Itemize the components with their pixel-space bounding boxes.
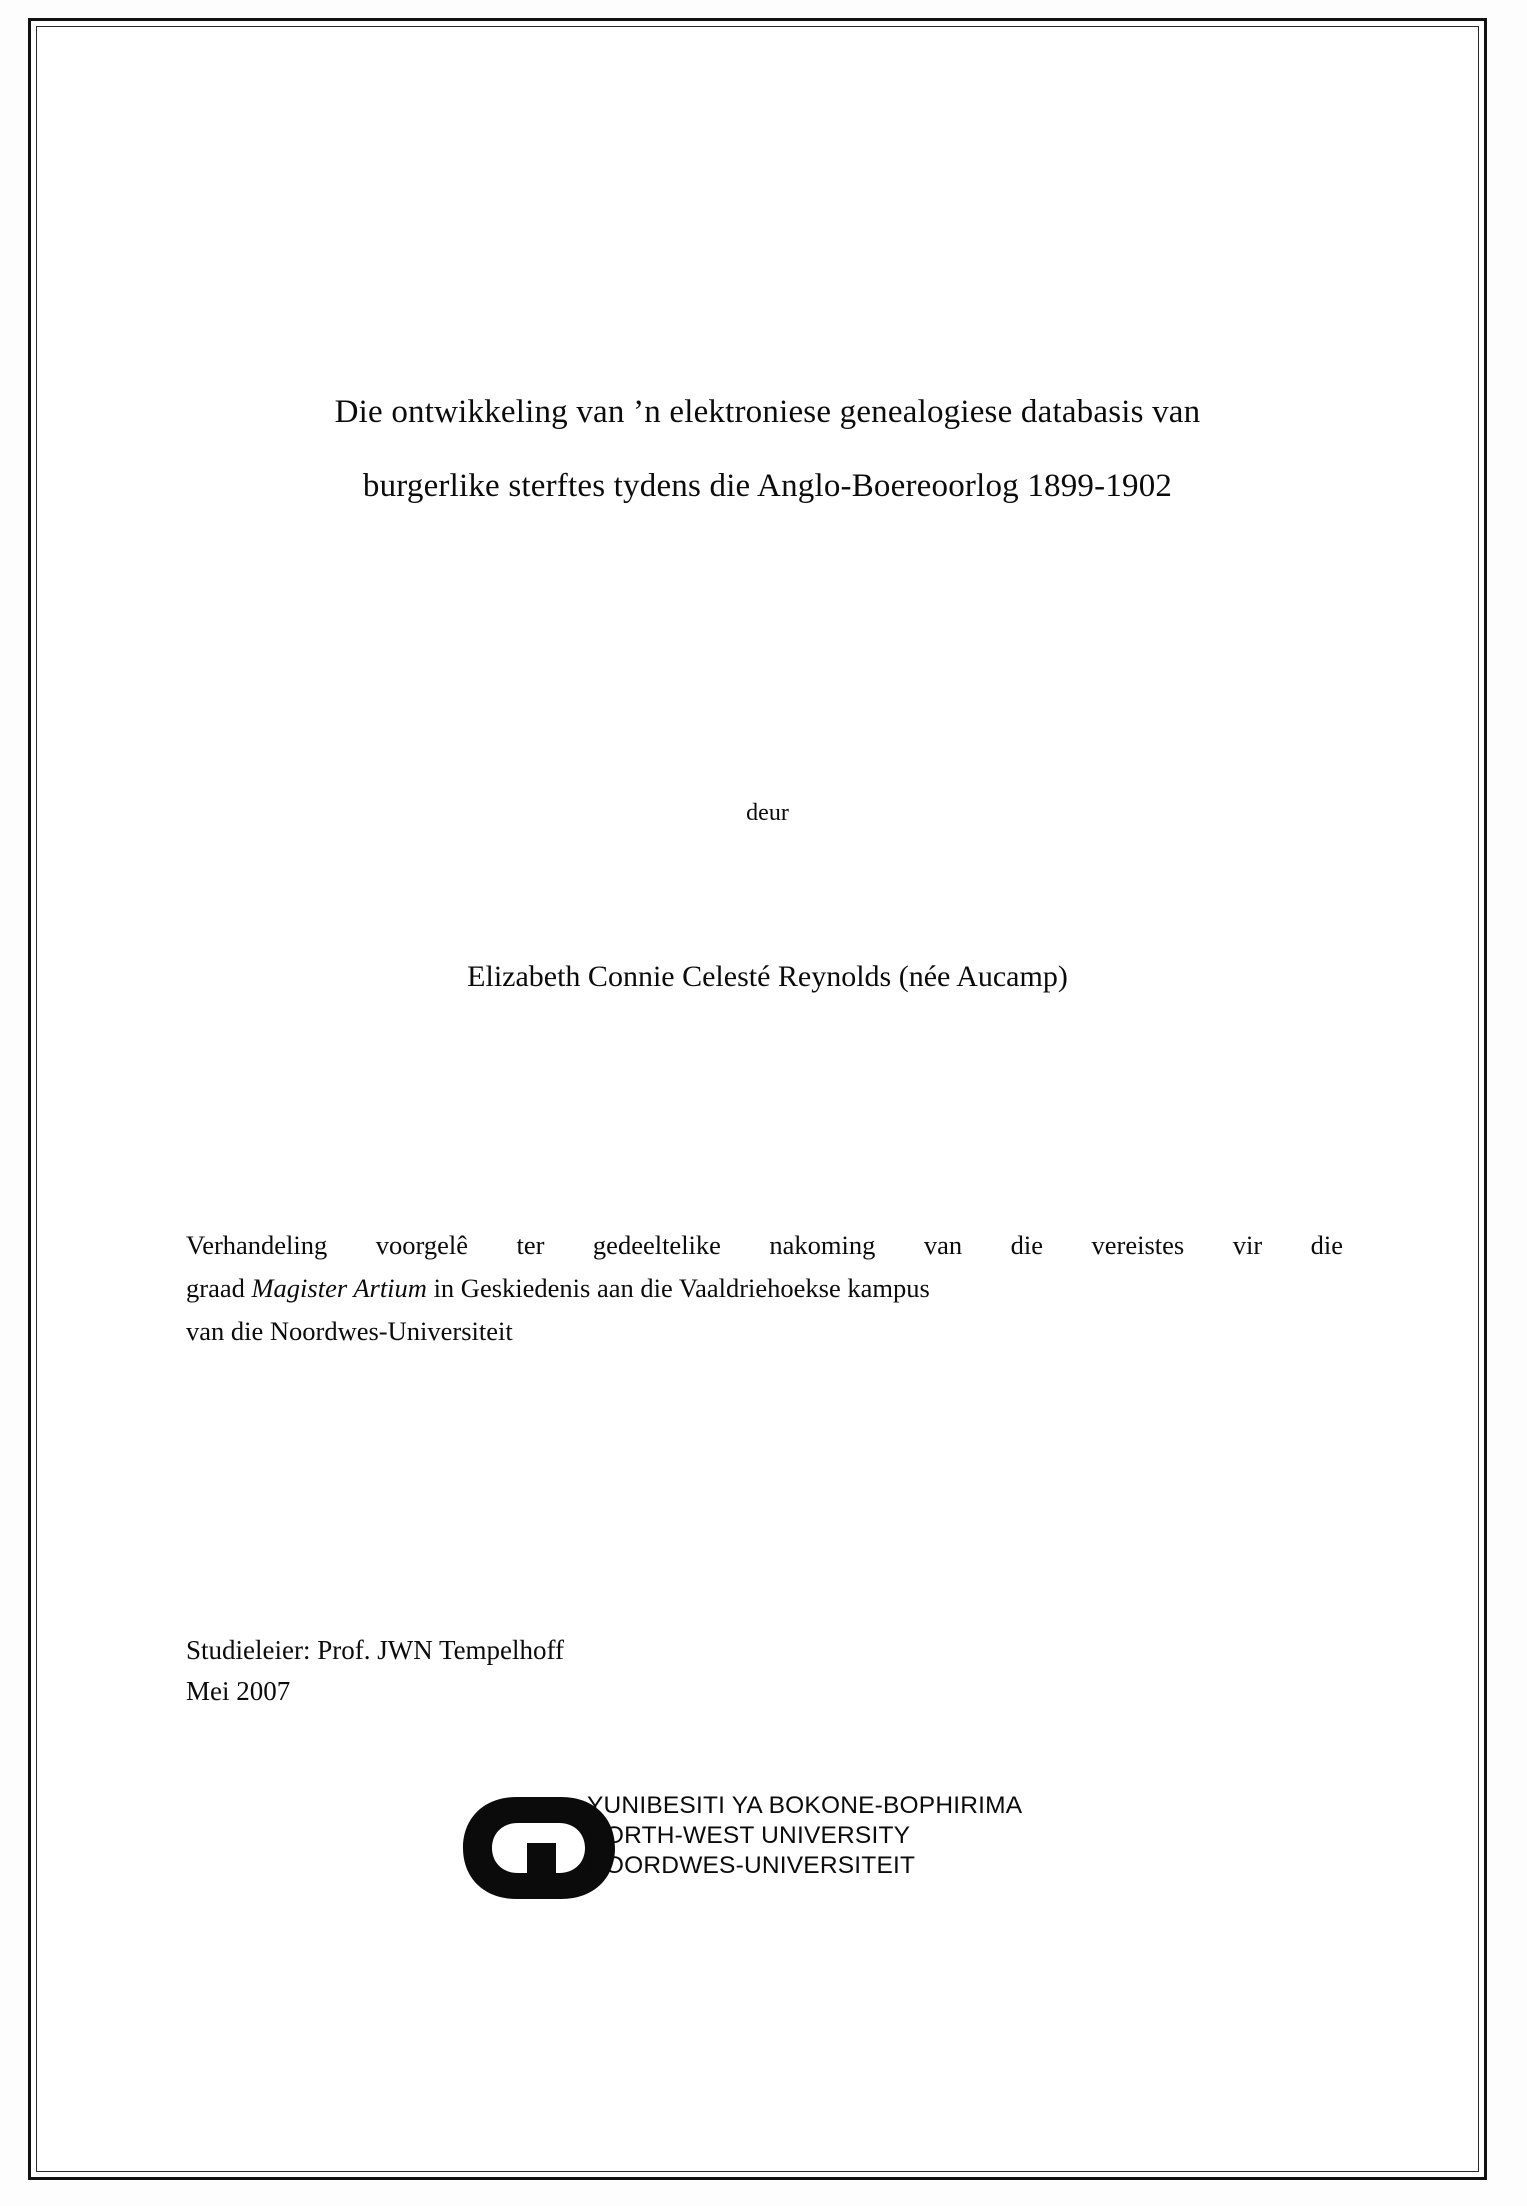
supervisor-block	[186, 1630, 564, 1712]
logo-line-1: YUNIBESITI YA BOKONE-BOPHIRIMA	[587, 1792, 1023, 1819]
statement-line-2	[186, 1267, 1343, 1310]
document-title	[175, 375, 1360, 523]
logo-line-2: NORTH-WEST UNIVERSITY	[587, 1822, 911, 1849]
logo-text-block	[587, 1791, 1022, 1881]
by-label: deur	[746, 800, 789, 826]
statement-line-1: Verhandeling voorgelê ter gedeeltelike nakoming van die vereistes vir die	[186, 1230, 1343, 1260]
statement-line-2-pre: graad	[186, 1273, 252, 1303]
logo-line-3: NOORDWES-UNIVERSITEIT	[587, 1852, 916, 1879]
degree-statement	[186, 1224, 1343, 1353]
statement-line-2-post: in Geskiedenis aan die Vaaldriehoekse kampus	[426, 1273, 930, 1303]
date-line: Mei 2007	[186, 1676, 291, 1706]
title-line-2: burgerlike sterftes tydens die Anglo-Boereoorlog 1899-1902	[362, 468, 1173, 504]
university-logo	[455, 1785, 1075, 1915]
statement-line-3: van die Noordwes-Universiteit	[186, 1316, 513, 1346]
author-name: Elizabeth Connie Celesté Reynolds (née Aucamp)	[467, 960, 1068, 993]
title-line-1: Die ontwikkeling van ’n elektroniese genealogiese databasis van	[334, 394, 1201, 430]
supervisor-line: Studieleier: Prof. JWN Tempelhoff	[186, 1635, 565, 1665]
degree-name: Magister Artium	[251, 1273, 427, 1303]
